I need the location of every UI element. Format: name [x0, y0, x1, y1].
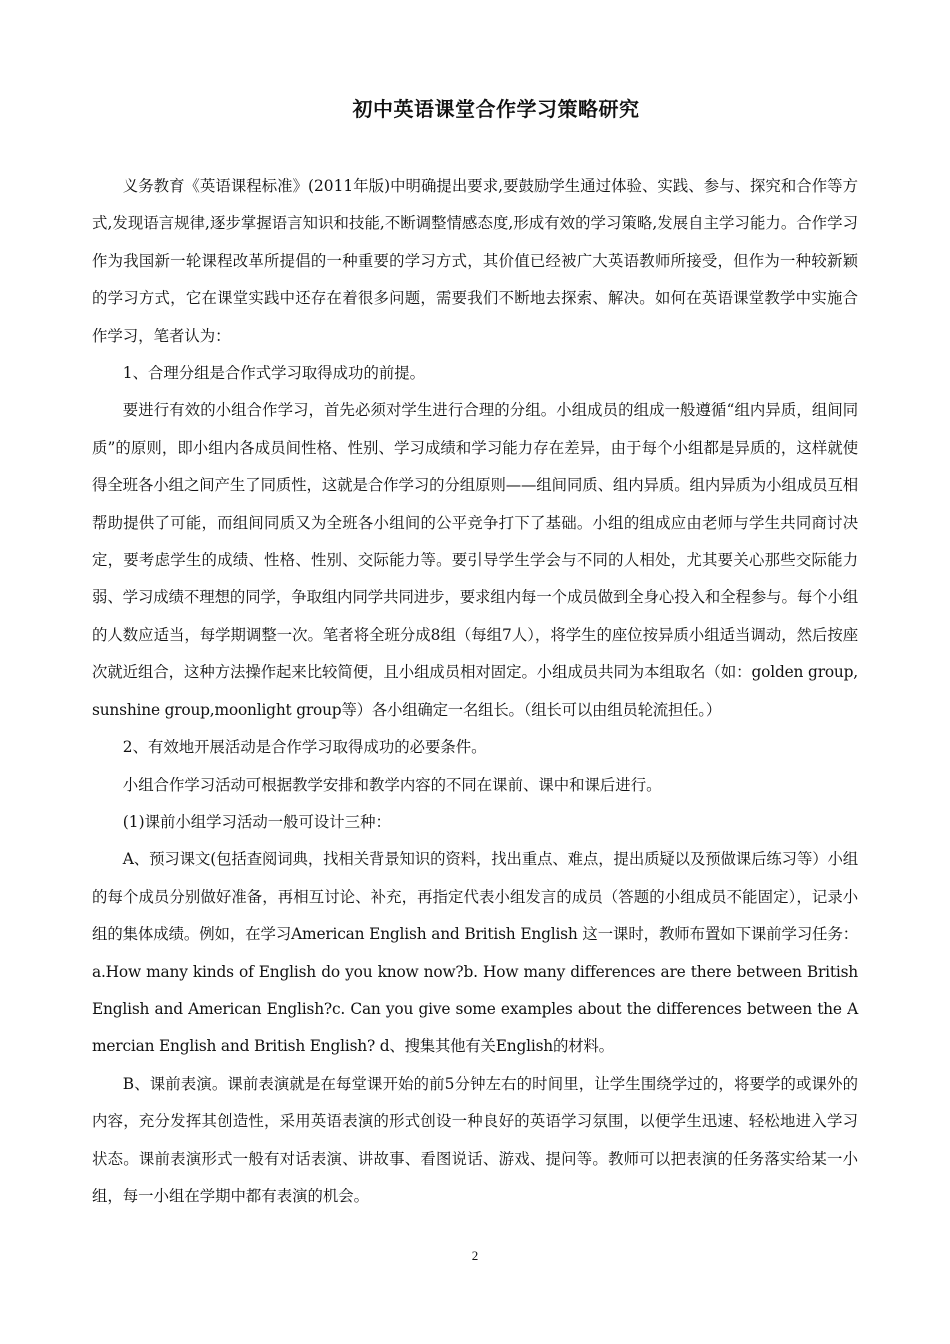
paragraph-activities: 小组合作学习活动可根据教学安排和教学内容的不同在课前、课中和课后进行。 [122, 775, 662, 794]
page-number: 2 [471, 1248, 479, 1263]
document-body [92, 168, 858, 1215]
paragraph-intro: 义务教育《英语课程标准》(2011年版)中明确提出要求,要鼓励学生通过体验、实践、参与、探究和合作等方式,发现语言规律,逐步掌握语言知识和技能,不断调整情感态度,形成有效的学习策略,发展自主学习能力。合作学习作为我国新一轮课程改革所提倡的一种重要的学习方式，其价值已经被广大英语教师所接受，但作为一种较新颖的学习方式，它在课堂实践中还存在着很多问题，需要我们不断地去探索、解决。如何在英语课堂教学中实施合作学习，笔者认为： [92, 177, 858, 345]
paragraph-grouping: 要进行有效的小组合作学习，首先必须对学生进行合理的分组。小组成员的组成一般遵循“组内异质，组间同质”的原则，即小组内各成员间性格、性别、学习成绩和学习能力存在差异，由于每个小组都是异质的，这样就使得全班各小组之间产生了同质性，这就是合作学习的分组原则——组间同质、组内异质。组内异质为小组成员互相帮助提供了可能，而组间同质又为全班各小组间的公平竞争打下了基础。小组的组成应由老师与学生共同商讨决定，要考虑学生的成绩、性格、性别、交际能力等。要引导学生学会与不同的人相处，尤其要关心那些交际能力弱、学习成绩不理想的同学，争取组内同学共同进步，要求组内每一个成员做到全身心投入和全程参与。每个小组的人数应适当，每学期调整一次。笔者将全班分成8组（每组7人），将学生的座位按异质小组适当调动，然后按座次就近组合，这种方法操作起来比较简便，且小组成员相对固定。小组成员共同为本组取名（如：golden group,sunshine group,moonlight group等）各小组确定一名组长。（组长可以由组员轮流担任。） [92, 401, 858, 719]
paragraph-heading-1: 1、合理分组是合作式学习取得成功的前提。 [122, 364, 426, 383]
document-title: 初中英语课堂合作学习策略研究 [352, 97, 640, 121]
paragraph-heading-2: 2、有效地开展活动是合作学习取得成功的必要条件。 [122, 738, 487, 757]
paragraph-subheading-1: (1)课前小组学习活动一般可设计三种： [122, 812, 391, 831]
paragraph-performance: B、课前表演。课前表演就是在每堂课开始的前5分钟左右的时间里，让学生围绕学过的，将要学的或课外的内容，充分发挥其创造性，采用英语表演的形式创设一种良好的英语学习氛围，以便学生迅速、轻松地进入学习状态。课前表演形式一般有对话表演、讲故事、看图说话、游戏、提问等。教师可以把表演的任务落实给某一小组，每一小组在学期中都有表演的机会。 [92, 1074, 858, 1205]
paragraph-preview: A、预习课文(包括查阅词典，找相关背景知识的资料，找出重点、难点，提出质疑以及预做课后练习等）小组的每个成员分别做好准备，再相互讨论、补充，再指定代表小组发言的成员（答题的小组成员不能固定），记录小组的集体成绩。例如，在学习American English and British English 这一课时，教师布置如下课前学习任务：a.How many kinds of English do you know now?b. How many differences are there between British English and American English?c. Can you give some examples about the differences between the Amercian English and British English? d、搜集其他有关English的材料。 [92, 850, 858, 1056]
